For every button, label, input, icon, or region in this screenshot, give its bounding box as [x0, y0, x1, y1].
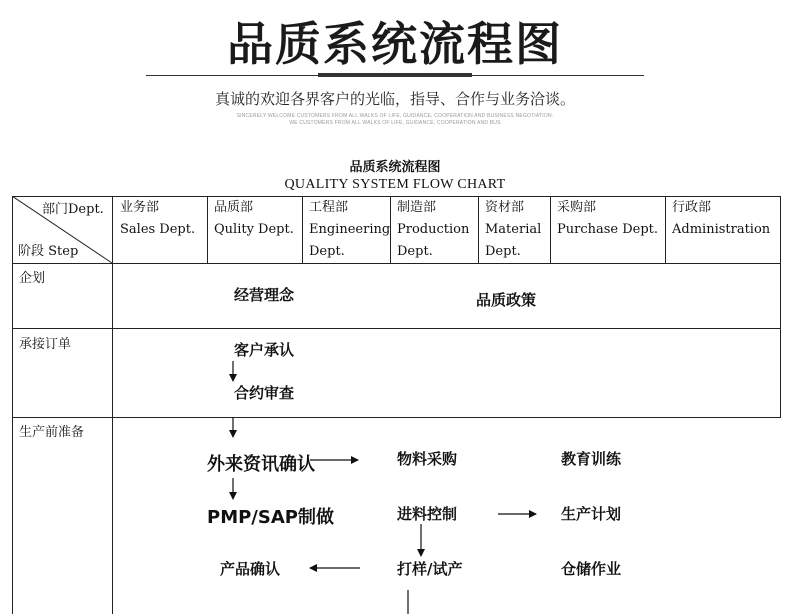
- node-incoming-control: 进料控制: [397, 505, 458, 523]
- corner-stage-label: 阶段 Step: [18, 244, 79, 259]
- node-production-plan: 生产计划: [561, 505, 622, 523]
- dept-header-material: 资材部 Material Dept.: [485, 200, 542, 259]
- slogan-english-line-2: WE CUSTOMERS FROM ALL WALKS OF LIFE, GUIDANCE, COOPERATION AND BUS: [289, 120, 501, 126]
- node-external-info: 外来资讯确认: [207, 454, 315, 475]
- node-quality-policy: 品质政策: [476, 291, 537, 309]
- chart-title-english: QUALITY SYSTEM FLOW CHART: [284, 177, 506, 192]
- dept-header-production: 制造部 Production Dept.: [397, 200, 470, 259]
- stage-order-intake: 承接订单: [19, 337, 72, 352]
- node-material-purchase: 物料采购: [397, 450, 458, 468]
- node-customer-confirm: 客户承认: [234, 341, 295, 359]
- stage-planning: 企划: [19, 271, 46, 286]
- slogan: 真诚的欢迎各界客户的光临，指导、合作与业务洽谈。: [214, 90, 575, 108]
- node-warehouse: 仓储作业: [561, 560, 622, 578]
- node-sampling: 打样/试产: [397, 560, 463, 578]
- node-business-philosophy: 经营理念: [234, 286, 295, 304]
- page-title: 品质系统流程图: [227, 17, 563, 71]
- stage-preproduction: 生产前准备: [19, 425, 85, 440]
- dept-header-purchase: 采购部 Purchase Dept.: [557, 200, 659, 237]
- node-pmp-sap: PMP/SAP制做: [207, 507, 334, 528]
- dept-header-sales: 业务部 Sales Dept.: [120, 200, 196, 237]
- node-product-confirm: 产品确认: [220, 560, 281, 578]
- node-training: 教育训练: [561, 450, 622, 468]
- corner-dept-label: 部门Dept.: [42, 202, 104, 217]
- node-contract-review: 合约审查: [234, 384, 295, 402]
- dept-header-administration: 行政部 Administration: [672, 200, 771, 237]
- dept-header-engineering: 工程部 Engineering Dept.: [309, 200, 391, 259]
- slogan-english-line-1: SINCERELY WELCOME CUSTOMERS FROM ALL WALKS OF LIFE, GUIDANCE, COOPERATION AND BUSINESS NEGOTIATION.: [236, 113, 554, 119]
- dept-header-quality: 品质部 Qulity Dept.: [214, 200, 294, 237]
- chart-title: 品质系统流程图: [349, 160, 441, 175]
